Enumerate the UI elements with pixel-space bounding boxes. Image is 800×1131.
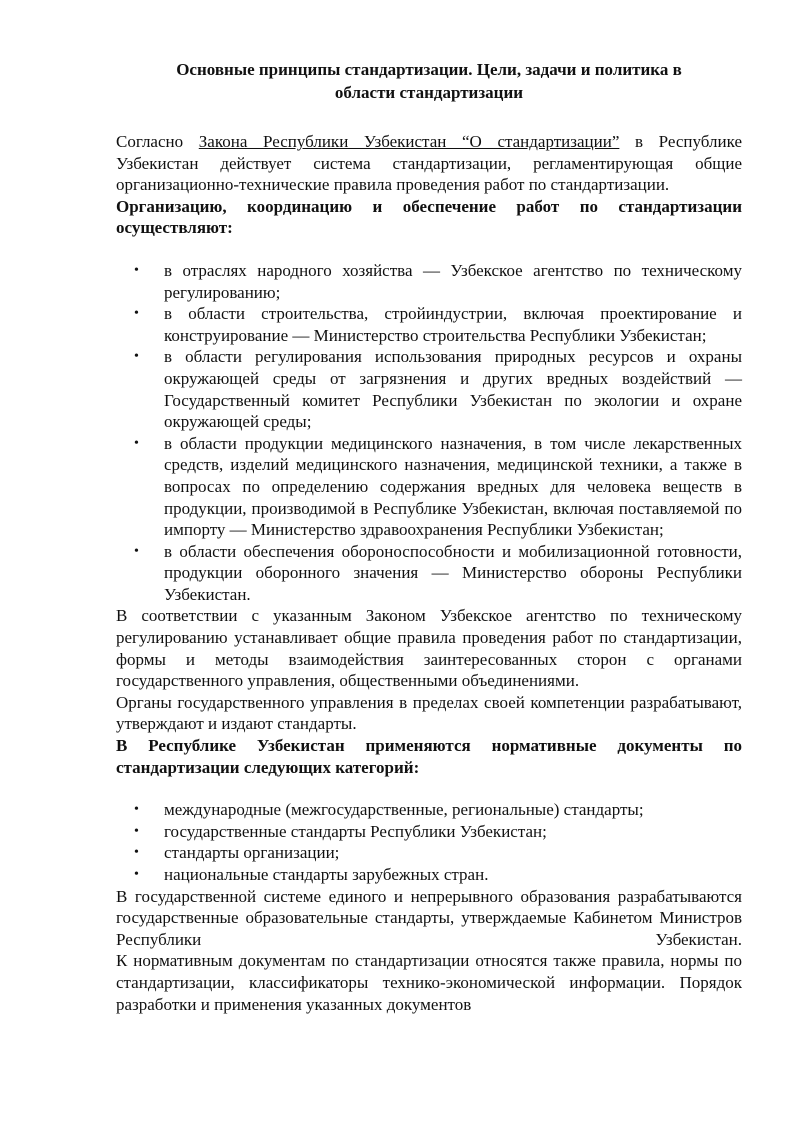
bullet-icon: • (134, 823, 139, 839)
bullet-icon: • (134, 543, 139, 559)
bullet-icon: • (134, 845, 139, 861)
list-item (116, 864, 742, 886)
intro-prefix: Согласно (116, 132, 199, 151)
bullet-icon: • (134, 349, 139, 365)
categories-list (116, 799, 742, 885)
list-item-text: государственные стандарты Республики Узбекистан; (164, 821, 547, 841)
paragraph-normative-documents: К нормативным документам по стандартизации относятся также правила, нормы по стандартизации, классификаторы технико-экономической информации. Порядок разработки и применения указанных документов (116, 951, 742, 1014)
list-item (116, 821, 742, 843)
intro-suffix: в Республике Узбекистан действует система стандартизации, регламентирующая общие организационно-технические правила проведения работ по стандартизации. (116, 132, 742, 195)
list-item-text: стандарты организации; (164, 843, 340, 863)
list-item (116, 346, 742, 432)
paragraph-government-bodies: Органы государственного управления в пределах своей компетенции разрабатывают, утверждают и издают стандарты. (116, 692, 742, 734)
list-item (116, 303, 742, 346)
list-item-text: международные (межгосударственные, региональные) стандарты; (164, 800, 644, 820)
list-item (116, 260, 742, 303)
bullet-icon: • (134, 262, 139, 278)
bullet-icon: • (134, 306, 139, 322)
organizations-list (116, 260, 742, 606)
bullet-icon: • (134, 435, 139, 451)
bullet-icon: • (134, 802, 139, 818)
list-item (116, 541, 742, 606)
list-item (116, 433, 742, 541)
document-title (116, 58, 742, 104)
list-item-text: в области регулирования использования природных ресурсов и охраны окружающей среды от загрязнения и других вредных воздействий — Государственный комитет Республики Узбекистан по экологии и охране окружающей среды; (164, 347, 742, 432)
title-line-1: Основные принципы стандартизации. Цели, задачи и политика в (176, 60, 682, 79)
list-item-text: в отраслях народного хозяйства — Узбекское агентство по техническому регулированию; (164, 260, 742, 302)
list-item-text: в области продукции медицинского назначения, в том числе лекарственных средств, изделий медицинского назначения, медицинской техники, а также в вопросах по определению содержания вредных для человека веществ в продукции, производимой в Республике Узбекистан, включая поставляемой по импорту — Министерство здравоохранения Республики Узбекистан; (164, 433, 742, 540)
section-heading-categories: В Республике Узбекистан применяются нормативные документы по стандартизации следующих категорий: (116, 736, 742, 777)
bullet-icon: • (134, 867, 139, 882)
list-item-text: в области обеспечения обороноспособности и мобилизационной готовности, продукции оборонного значения — Министерство обороны Республики Узбекистан. (164, 541, 742, 604)
section-heading-organizations: Организацию, координацию и обеспечение работ по стандартизации осуществляют: (116, 196, 742, 238)
list-item-text: в области строительства, стройиндустрии, включая проектирование и конструирование — Министерство строительства Республики Узбекистан; (164, 304, 742, 345)
title-line-2: области стандартизации (334, 83, 524, 102)
list-item-text: национальные стандарты зарубежных стран. (164, 865, 489, 884)
paragraph-education-standards: В государственной системе единого и непрерывного образования разрабатываются государственные образовательные стандарты, утверждаемые Кабинетом Министров Республики Узбекистан. (116, 886, 742, 949)
list-item (116, 799, 742, 821)
law-link[interactable]: Закона Республики Узбекистан “О стандартизации” (198, 132, 620, 151)
intro-paragraph (116, 131, 742, 196)
paragraph-agency-rules: В соответствии с указанным Законом Узбекское агентство по техническому регулированию устанавливает общие правила проведения работ по стандартизации, формы и методы взаимодействия заинтересованных сторон с органами государственного управления, общественными объединениями. (116, 606, 742, 691)
list-item (116, 842, 742, 864)
document-page (116, 58, 742, 1015)
